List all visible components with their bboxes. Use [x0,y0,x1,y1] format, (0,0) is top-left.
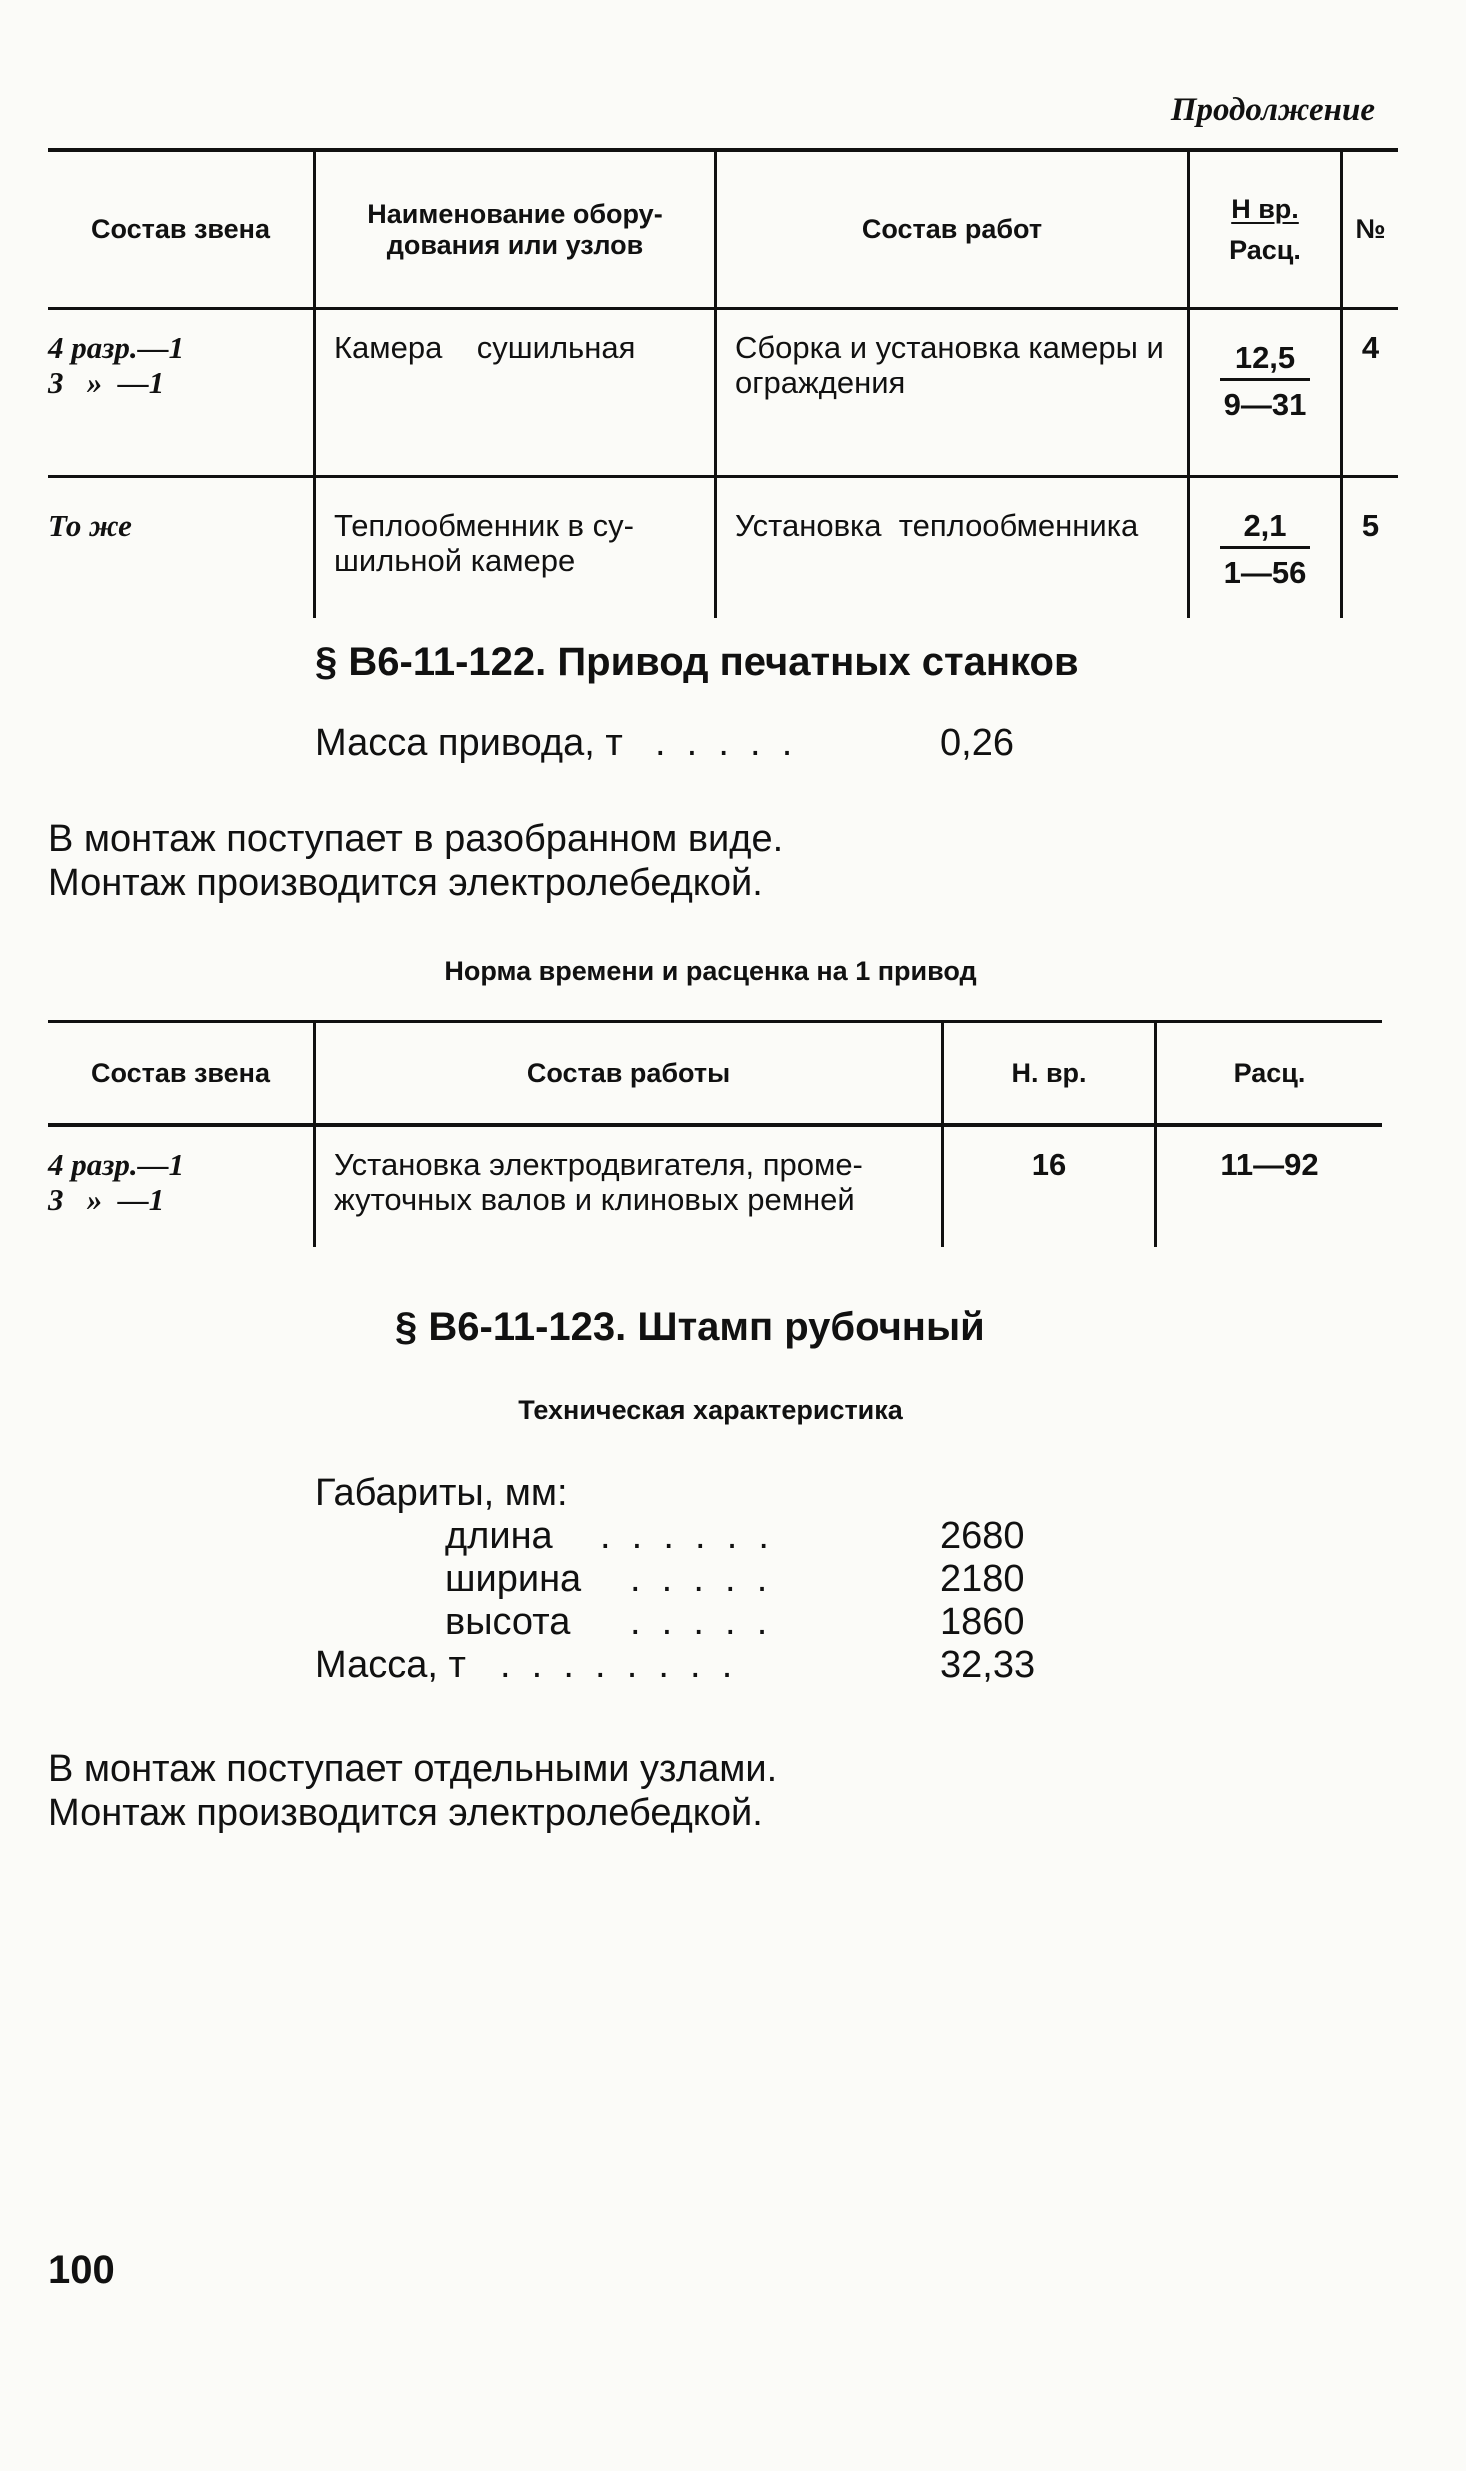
header-norm: Н. вр. [943,1022,1156,1126]
rate-value: 1—56 [1223,555,1307,590]
section-122-title: § В6-11-122. Привод печатных станков [315,640,1079,684]
norm-value: 2,1 [1220,508,1310,549]
header-work: Состав работ [716,150,1189,309]
header-norm-rate [1189,150,1342,309]
leader-dots: . . . . . [630,1558,768,1600]
header-crew: Состав звена [48,150,315,309]
dimensions-label: Габариты, мм: [315,1472,568,1514]
leader-dots: . . . . . . . . [500,1644,733,1686]
header-norm: Н вр. [1231,193,1299,224]
stamp-mass-label: Масса, т [315,1644,466,1686]
header-number: № [1342,150,1399,309]
equipment-cell: Теплообменник в су-шильной камере [315,477,716,619]
table-row [48,477,1398,619]
norm-rate-cell [1189,309,1342,477]
page-number: 100 [48,2248,115,2292]
crew-line: 4 разр.—1 [48,1147,185,1182]
crew-line: 3 » —1 [48,1182,165,1217]
drive-mass-value: 0,26 [940,722,1014,764]
length-value: 2680 [940,1515,1025,1557]
crew-line: 3 » —1 [48,365,165,400]
width-label: ширина [445,1558,582,1600]
crew-cell [48,1125,315,1247]
assembly-note: В монтаж поступает отдельными узлами. [48,1748,778,1790]
header-crew: Состав звена [48,1022,315,1126]
table-row [48,309,1398,477]
installation-note: Монтаж производится электролебедкой. [48,862,763,904]
header-rate: Расц. [1156,1022,1383,1126]
work-cell: Установка теплообменника [716,477,1189,619]
table-row [48,1125,1382,1247]
norm-value: 12,5 [1220,340,1310,381]
continuation-label: Продолжение [1170,92,1375,128]
length-label: длина [445,1515,553,1557]
norm-table-caption: Норма времени и расценка на 1 привод [444,956,977,986]
crew-line: То же [48,508,132,543]
work-cell: Установка электродвигателя, проме-жуточных валов и клиновых ремней [315,1125,943,1247]
rate-value: 11—92 [1156,1125,1383,1247]
section-123-title: § В6-11-123. Штамп рубочный [395,1305,985,1349]
header-equipment-text: Наименование обору-дования или узлов [367,198,663,260]
installation-note: Монтаж производится электролебедкой. [48,1792,763,1834]
crew-line: 4 разр.—1 [48,330,185,365]
norm-rate-cell [1189,477,1342,619]
norm-value: 16 [943,1125,1156,1247]
crew-cell [48,477,315,619]
drive-mass-label: Масса привода, т [315,722,623,764]
rate-value: 9—31 [1223,387,1307,422]
height-value: 1860 [940,1601,1025,1643]
norm-table [48,1020,1382,1247]
table-header-row [48,1022,1382,1126]
assembly-note: В монтаж поступает в разобранном виде. [48,818,784,860]
height-label: высота [445,1601,571,1643]
leader-dots: . . . . . . [600,1515,769,1557]
leader-dots: . . . . . [655,722,793,764]
work-cell: Сборка и установка камеры и ограждения [716,309,1189,477]
row-number: 4 [1342,309,1399,477]
header-equipment [315,150,716,309]
stamp-mass-value: 32,33 [940,1644,1036,1686]
tech-spec-subtitle: Техническая характеристика [518,1395,903,1425]
work-table-continued [48,148,1398,618]
equipment-cell: Камера сушильная [315,309,716,477]
table-header-row [48,150,1398,309]
header-work: Состав работы [315,1022,943,1126]
header-rate: Расц. [1229,234,1301,265]
width-value: 2180 [940,1558,1025,1600]
leader-dots: . . . . . [630,1601,768,1643]
crew-cell [48,309,315,477]
row-number: 5 [1342,477,1399,619]
